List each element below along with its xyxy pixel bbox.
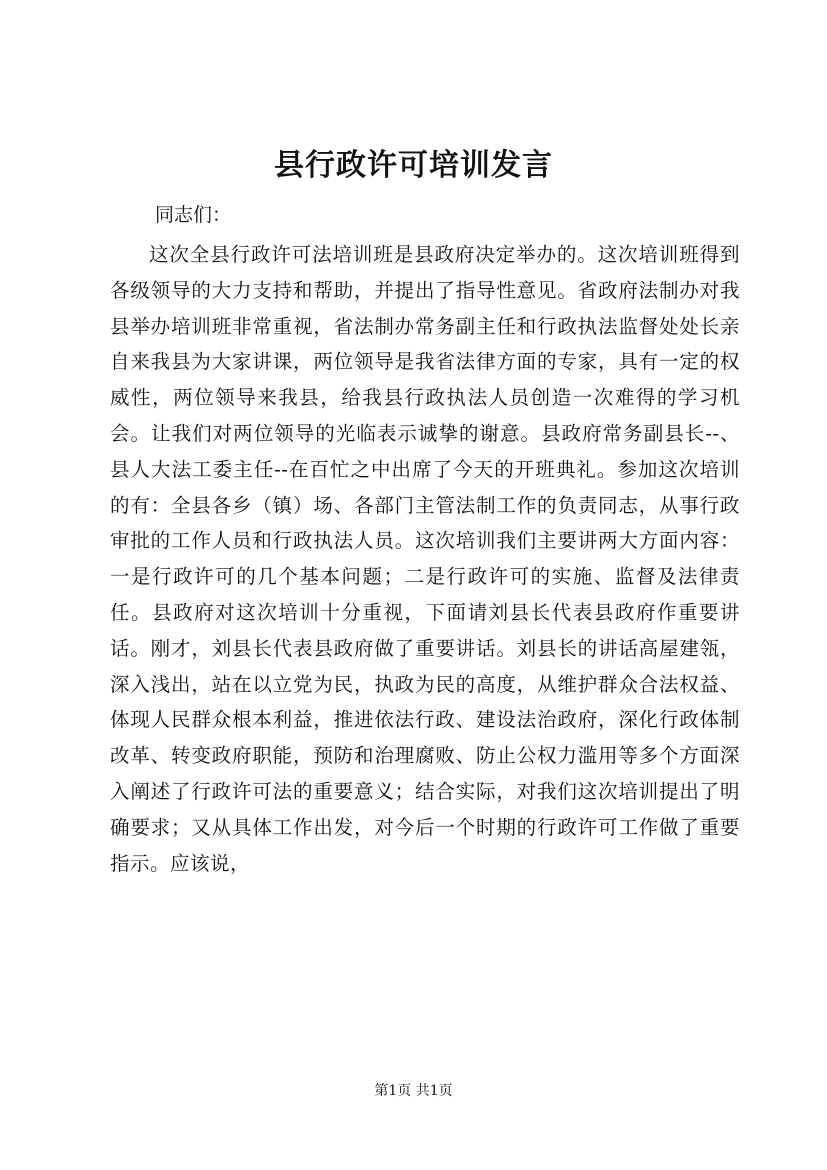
- body-paragraph: 这次全县行政许可法培训班是县政府决定举办的。这次培训班得到各级领导的大力支持和帮助，并提出了指导性意见。省政府法制办对我县举办培训班非常重视，省法制办常务副主任和行政执法监督处处长亲自来我县为大家讲课，两位领导是我省法律方面的专家，具有一定的权威性，两位领导来我县，给我县行政执法人员创造一次难得的学习机会。让我们对两位领导的光临表示诚挚的谢意。县政府常务副县长--、县人大法工委主任--在百忙之中出席了今天的开班典礼。参加这次培训的有：全县各乡（镇）场、各部门主管法制工作的负责同志，从事行政审批的工作人员和行政执法人员。这次培训我们主要讲两大方面内容：一是行政许可的几个基本问题；二是行政许可的实施、监督及法律责任。县政府对这次培训十分重视，下面请刘县长代表县政府作重要讲话。刚才，刘县长代表县政府做了重要讲话。刘县长的讲话高屋建瓴，深入浅出，站在以立党为民，执政为民的高度，从维护群众合法权益、体现人民群众根本利益，推进依法行政、建设法治政府，深化行政体制改革、转变政府职能，预防和治理腐败、防止公权力滥用等多个方面深入阐述了行政许可法的重要意义；结合实际，对我们这次培训提出了明确要求；又从具体工作出发，对今后一个时期的行政许可工作做了重要指示。应该说，: [110, 243, 740, 875]
- salutation: 同志们：: [155, 204, 232, 226]
- document-title: 县行政许可培训发言: [274, 148, 553, 183]
- page-footer: 第1页 共1页: [374, 1083, 453, 1099]
